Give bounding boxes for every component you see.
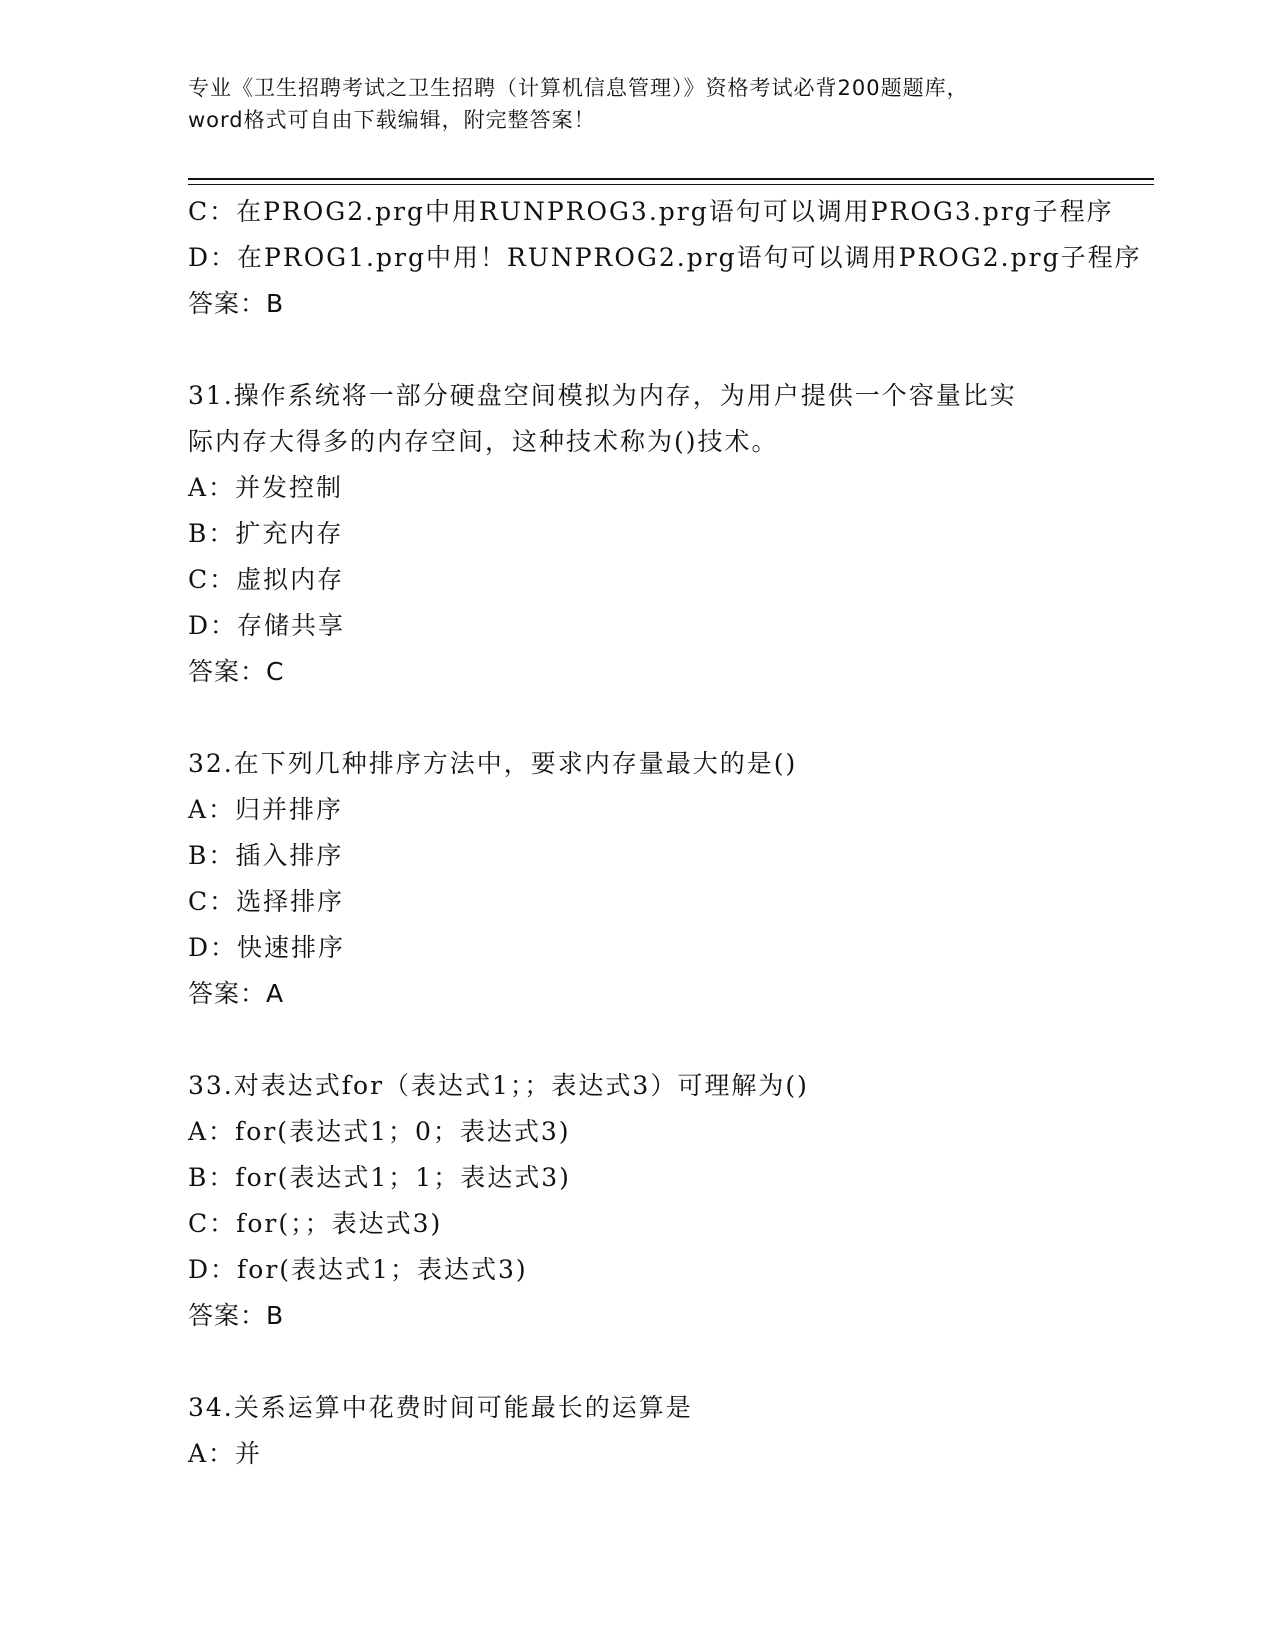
question-list [188, 189, 1154, 1477]
spacer [188, 1339, 1154, 1385]
option-a: A：for(表达式1；0；表达式3) [188, 1117, 571, 1146]
answer: 答案：C [188, 657, 285, 686]
header-title-line-2: word格式可自由下载编辑，附完整答案！ [188, 108, 596, 132]
document-header [188, 72, 1088, 136]
question-30-continued [188, 189, 1154, 327]
answer: 答案：A [188, 979, 285, 1008]
option-b: B：扩充内存 [188, 519, 344, 548]
option-a: A：并 [188, 1439, 263, 1468]
question-32 [188, 741, 1154, 1017]
option-d: D：存储共享 [188, 611, 346, 640]
header-divider-thin [188, 184, 1154, 185]
spacer [188, 327, 1154, 373]
option-c: C：for(；；表达式3) [188, 1209, 443, 1238]
question-31 [188, 373, 1154, 695]
answer: 答案：B [188, 1301, 285, 1330]
option-d: D：快速排序 [188, 933, 346, 962]
option-c: C：在PROG2.prg中用RUNPROG3.prg语句可以调用PROG3.prg子程序 [188, 197, 1114, 226]
header-divider-thick [188, 178, 1154, 180]
option-d: D：在PROG1.prg中用！RUNPROG2.prg语句可以调用PROG2.prg子程序 [188, 243, 1142, 272]
question-34 [188, 1385, 1154, 1477]
answer: 答案：B [188, 289, 285, 318]
question-stem: 33.对表达式for（表达式1；；表达式3）可理解为() [188, 1071, 809, 1100]
question-stem: 32.在下列几种排序方法中，要求内存量最大的是() [188, 749, 798, 778]
spacer [188, 1017, 1154, 1063]
spacer [188, 695, 1154, 741]
question-33 [188, 1063, 1154, 1339]
option-d: D：for(表达式1；表达式3) [188, 1255, 528, 1284]
option-c: C：虚拟内存 [188, 565, 345, 594]
option-b: B：插入排序 [188, 841, 344, 870]
header-title-line-1: 专业《卫生招聘考试之卫生招聘（计算机信息管理）》资格考试必背200题题库， [188, 76, 969, 100]
option-a: A：归并排序 [188, 795, 344, 824]
option-c: C：选择排序 [188, 887, 345, 916]
question-stem-continued: 际内存大得多的内存空间，这种技术称为()技术。 [188, 427, 779, 456]
option-b: B：for(表达式1；1；表达式3) [188, 1163, 571, 1192]
option-a: A：并发控制 [188, 473, 344, 502]
question-stem: 34.关系运算中花费时间可能最长的运算是 [188, 1393, 693, 1422]
question-stem: 31.操作系统将一部分硬盘空间模拟为内存，为用户提供一个容量比实 [188, 381, 1017, 410]
